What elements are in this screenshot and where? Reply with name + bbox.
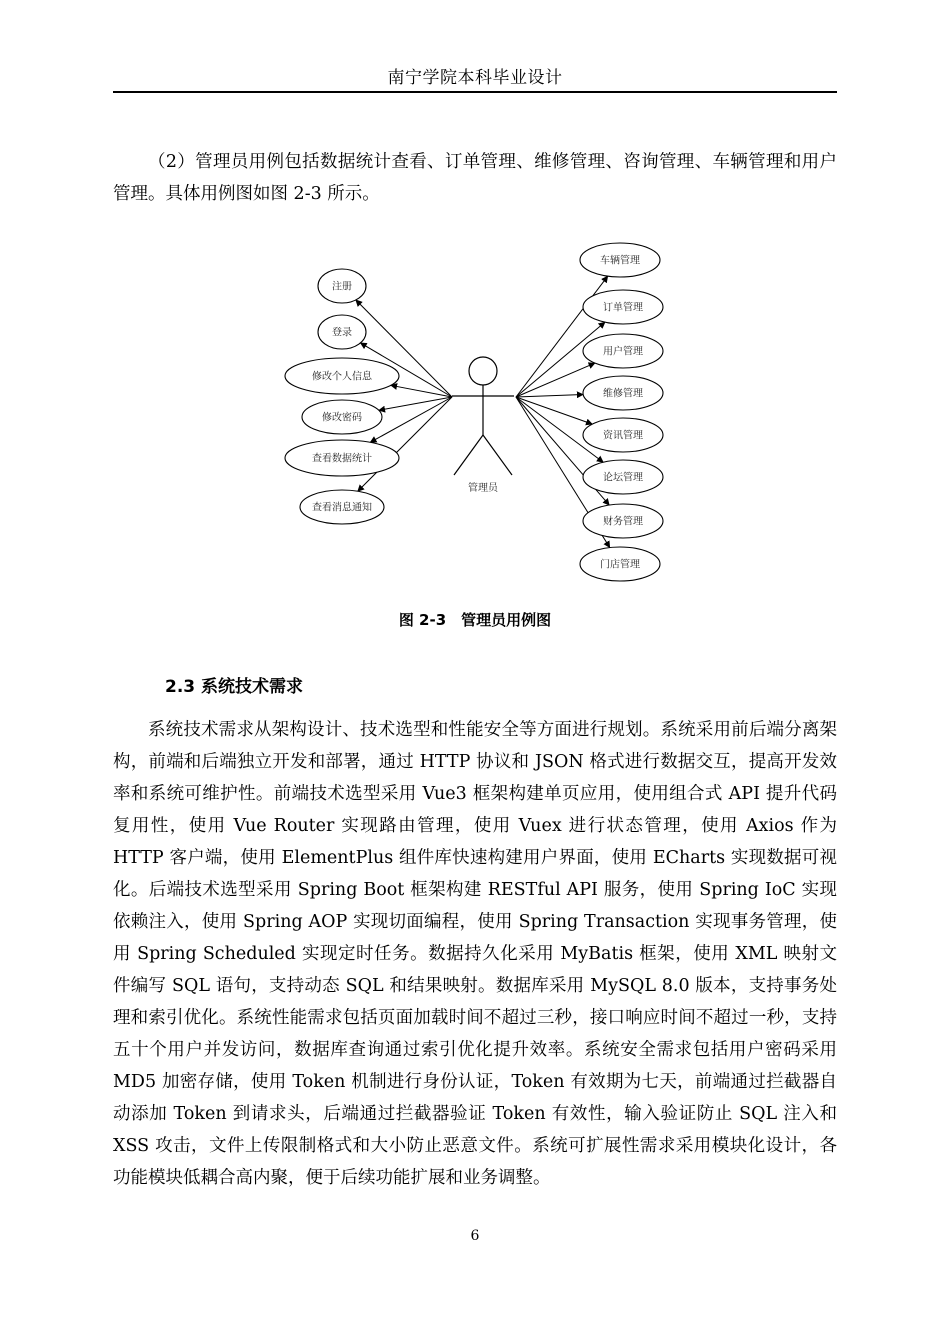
use-case-label: 注册 — [332, 281, 352, 293]
use-case-right-7 — [580, 547, 660, 581]
association-right-3 — [516, 394, 583, 397]
header-rule — [113, 91, 837, 93]
use-case-label: 维修管理 — [603, 388, 643, 400]
use-case-right-1 — [583, 290, 663, 324]
use-case-left-3 — [302, 400, 382, 434]
association-left-4 — [370, 397, 452, 442]
use-case-left-4 — [285, 440, 399, 476]
actor-label: 管理员 — [468, 483, 498, 494]
association-right-0 — [516, 276, 608, 397]
use-case-label: 修改密码 — [322, 412, 362, 424]
intro-paragraph: （2）管理员用例包括数据统计查看、订单管理、维修管理、咨询管理、车辆管理和用户管理。具体用例图如图 2-3 所示。 — [113, 152, 837, 204]
figure-caption: 图 2-3 管理员用例图 — [398, 611, 552, 629]
use-case-label: 修改个人信息 — [312, 371, 372, 383]
use-case-label: 资讯管理 — [603, 430, 643, 442]
page-number: 6 — [470, 1228, 480, 1244]
use-case-right-6 — [583, 504, 663, 538]
use-case-left-2 — [285, 358, 399, 394]
use-case-label: 车辆管理 — [600, 255, 640, 267]
use-case-left-1 — [318, 315, 366, 349]
use-case-right-5 — [583, 460, 663, 494]
use-case-right-0 — [580, 243, 660, 277]
use-case-right-4 — [583, 418, 663, 452]
use-case-label: 论坛管理 — [603, 472, 643, 484]
use-case-label: 门店管理 — [600, 559, 640, 571]
page-header: 南宁学院本科毕业设计 — [387, 68, 563, 88]
actor-figure — [452, 357, 514, 475]
use-case-label: 登录 — [332, 327, 352, 339]
use-case-label: 订单管理 — [603, 302, 643, 314]
use-case-label: 查看数据统计 — [312, 453, 372, 465]
use-case-right-2 — [583, 334, 663, 368]
tech-requirements-paragraph: 系统技术需求从架构设计、技术选型和性能安全等方面进行规划。系统采用前后端分离架构，前端和后端独立开发和部署，通过 HTTP 协议和 JSON 格式进行数据交互，提高开发效率和系统可维护性。前端技术选型采用 Vue3 框架构建单页应用，使用组合式 API 提升代码复用性，使用 Vue Router 实现路由管理，使用 Vuex 进行状态管理，使用 Axios 作为 HTTP 客户端，使用 ElementPlus 组件库快速构建用户界面，使用 ECharts 实现数据可视化。后端技术选型采用 Spring Boot 框架构建 RESTful API 服务，使用 Spring IoC 实现依赖注入，使用 Spring AOP 实现切面编程，使用 Spring Transaction 实现事务管理，使用 Spring Scheduled 实现定时任务。数据持久化采用 MyBatis 框架，使用 XML 映射文件编写 SQL 语句，支持动态 SQL 和结果映射。数据库采用 MySQL 8.0 版本，支持事务处理和索引优化。系统性能需求包括页面加载时间不超过三秒，接口响应时间不超过一秒，支持五十个用户并发访问，数据库查询通过索引优化提升效率。系统安全需求包括用户密码采用 MD5 加密存储，使用 Token 机制进行身份认证，Token 有效期为七天，前端通过拦截器自动添加 Token 到请求头，后端通过拦截器验证 Token 有效性，输入验证防止 SQL 注入和 XSS 攻击，文件上传限制格式和大小防止恶意文件。系统可扩展性需求采用模块化设计，各功能模块低耦合高内聚，便于后续功能扩展和业务调整。 — [113, 720, 837, 1188]
use-case-label: 用户管理 — [603, 346, 643, 358]
use-case-diagram — [280, 235, 680, 585]
use-case-left-5 — [300, 490, 384, 524]
section-heading: 2.3 系统技术需求 — [165, 677, 304, 697]
use-case-label: 财务管理 — [603, 516, 643, 528]
use-case-label: 查看消息通知 — [312, 502, 372, 514]
use-case-left-0 — [318, 269, 366, 303]
use-case-right-3 — [583, 376, 663, 410]
